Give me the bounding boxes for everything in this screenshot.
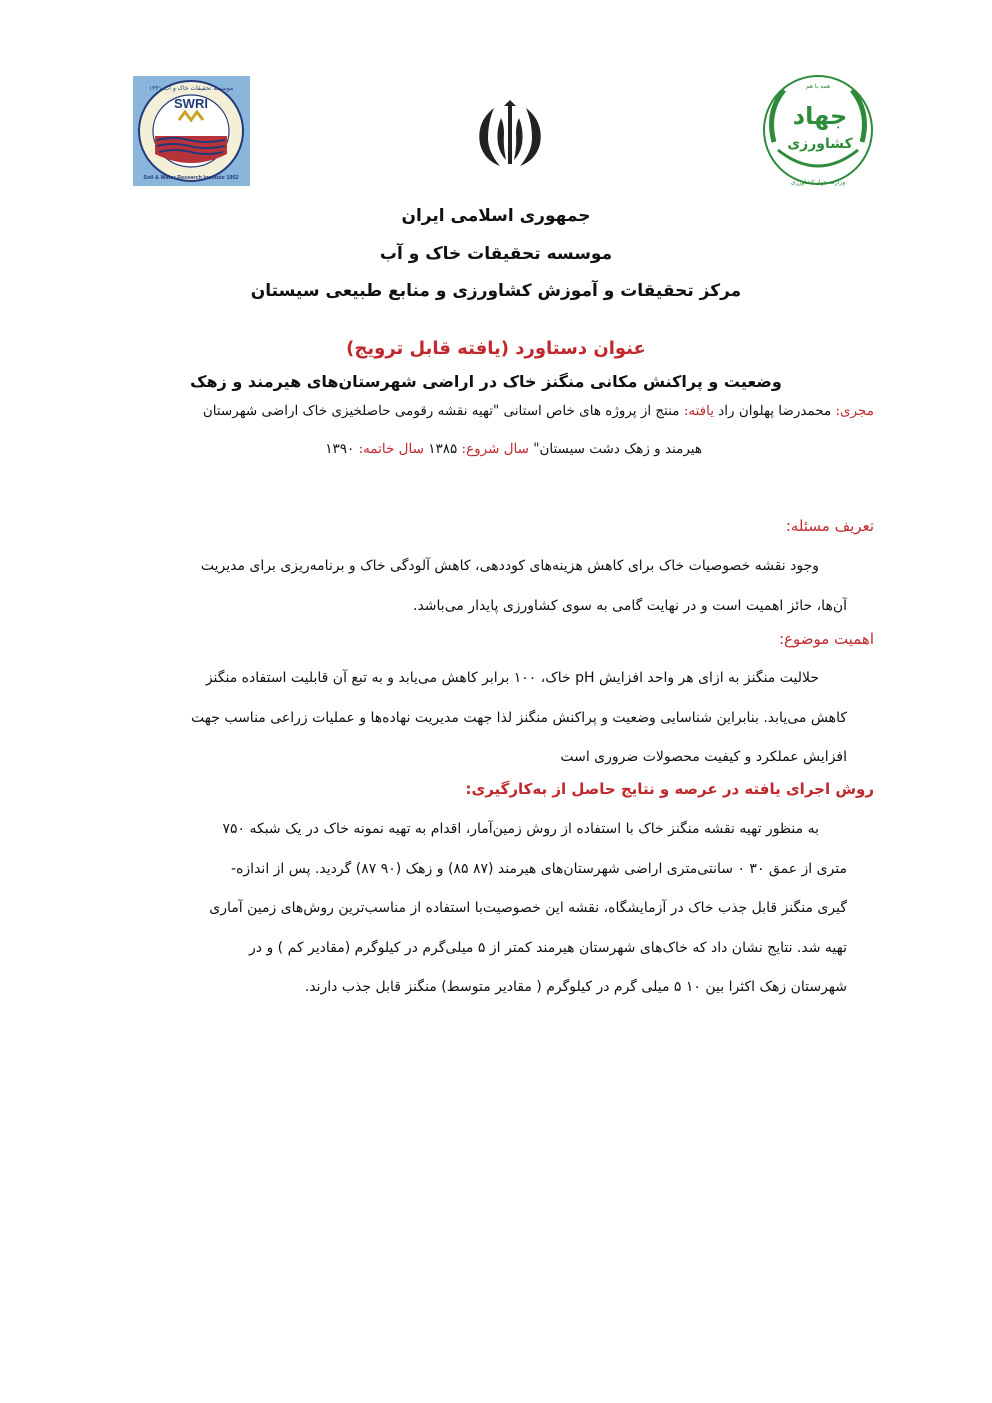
start-year: ۱۳۸۵ [428,441,458,457]
achievement-title: عنوان دستاورد (یافته قابل ترویج) [346,338,646,359]
section-body-problem [117,547,847,626]
end-year: ۱۳۹۰ [325,441,355,457]
finding-label: یافته: [683,403,714,419]
jahad-top-text: همه با هم [805,83,831,90]
achievement-subtitle: وضعیت و پراکنش مکانی منگنز خاک در اراضی شهرستان‌های هیرمند و زهک [190,372,782,391]
section-heading-importance: اهمیت موضوع: [778,630,874,648]
swri-persian-text: موسسه تحقیقات خاک و آب ۱۳۳۱ [148,85,234,92]
section-heading-problem: تعریف مسئله: [785,517,874,535]
header-center: مرکز تحقیقات و آموزش کشاورزی و منابع طبیعی سیستان [250,281,742,301]
swri-english-text: Soil & Water Research Institute 1952 [143,175,239,181]
meta-line-1 [114,403,874,419]
jahad-keshavarzi-logo [758,72,878,190]
section-heading-method: روش اجرای یافته در عرصه و نتایج حاصل از به‌کارگیری: [465,780,874,798]
paragraph-line: حلالیت منگنز به ازای هر واحد افزایش pH خاک، ۱۰۰ برابر کاهش می‌یابد و به تبع آن قابلیت استفاده منگنز [205,670,819,686]
executor-name: محمدرضا پهلوان راد [718,403,832,419]
section-body-importance [117,659,847,778]
header-country: جمهوری اسلامی ایران [401,206,591,226]
meta-line-2 [122,441,702,457]
paragraph-line: به منظور تهیه نقشه منگنز خاک با استفاده از روش زمین‌آمار، اقدام به تهیه نمونه خاک در یک شبکه ۷۵۰ [222,821,819,837]
jahad-word: جهاد [792,102,848,130]
iran-emblem [470,100,550,172]
paragraph-line: شهرستان زهک اکثرا بین ۱۰ ۵ میلی گرم در کیلوگرم ( مقادیر متوسط) منگنز قابل جذب دارند. [304,979,847,995]
paragraph-line: وجود نقشه خصوصیات خاک برای کاهش هزینه‌های کوددهی، کاهش آلودگی خاک و برنامه‌ریزی برای مدیریت [200,558,819,574]
paragraph-line: آن‌ها، حائز اهمیت است و در نهایت گامی به سوی کشاورزی پایدار می‌باشد. [413,597,847,614]
keshavarzi-word: کشاورزی [787,136,853,152]
finding-text-cont: هیرمند و زهک دشت سیستان" [533,441,702,457]
ministry-text: وزارت جهاد کشاورزی [790,179,846,186]
paragraph-line: افزایش عملکرد و کیفیت محصولات ضروری است [560,749,847,765]
executor-label: مجری: [835,403,874,419]
paragraph-line: کاهش می‌یابد. بنابراین شناسایی وضعیت و پراکنش منگنز لذا جهت مدیریت نهاده‌ها و عملیات زراعی مناسب جهت [191,709,847,726]
end-year-label: سال خاتمه: [358,441,424,457]
paragraph-line: گیری منگنز قابل جذب خاک در آزمایشگاه، نقشه این خصوصیت‌با استفاده از مناسب‌ترین روش‌های زمین آماری [209,900,847,916]
paragraph-line: متری از عمق ۳۰ ۰ سانتی‌متری اراضی شهرستان‌های هیرمند (۸۷ ۸۵) و زهک (۹۰ ۸۷) گردید. پس از اندازه- [231,860,847,877]
start-year-label: سال شروع: [461,441,529,457]
paragraph-line: تهیه شد. نتایج نشان داد که خاک‌های شهرستان هیرمند کمتر از ۵ میلی‌گرم در کیلوگرم (مقادیر کم ) و در [249,939,847,956]
swri-logo [133,76,250,186]
swri-acronym: SWRI [174,96,208,111]
header-institute: موسسه تحقیقات خاک و آب [379,244,613,264]
section-body-method [117,810,847,1008]
finding-text: منتج از پروژه های خاص استانی "تهیه نقشه رقومی حاصلخیزی خاک اراضی شهرستان [202,403,680,419]
